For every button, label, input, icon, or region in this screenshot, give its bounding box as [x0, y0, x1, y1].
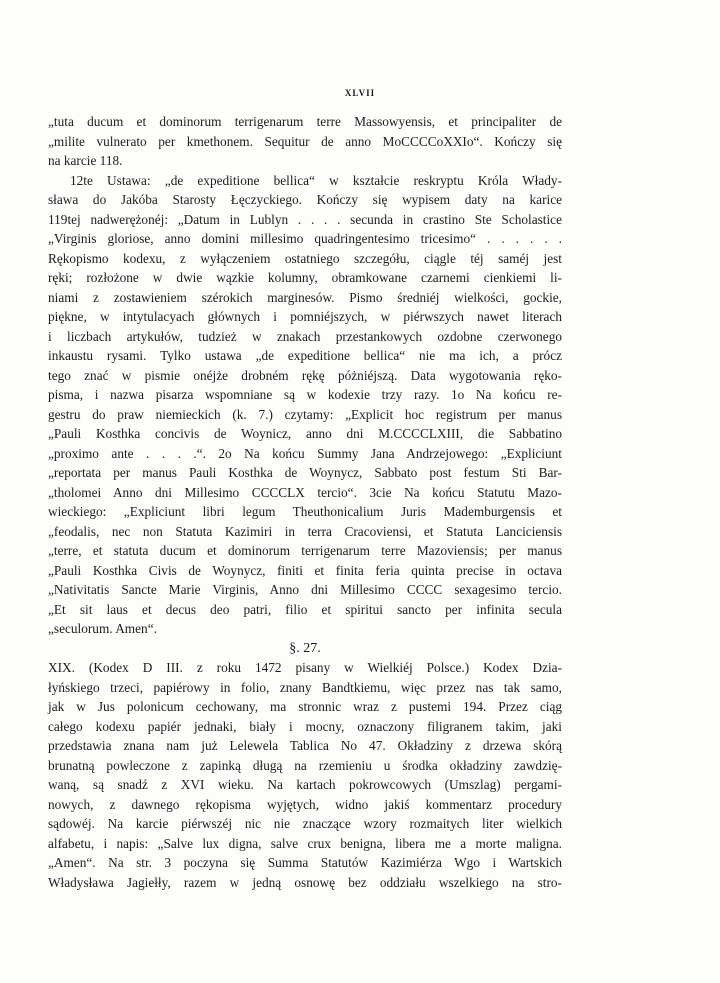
section-title: §. 27. — [289, 640, 321, 656]
text-line: całego kodexu papiér jednaki, biały i mocny, oznaczony filigranem takim, jaki — [48, 718, 562, 734]
text-line: sądowéj. Na karcie piérwszéj nic nie znaczące wzory rozmaitych liter wielkich — [48, 816, 562, 831]
text-line: tego znać w pismie onéjże drobném rękę póżniéjszą. Data wygotowania ręko- — [48, 367, 562, 383]
text-line: przedstawia znana nam już Lelewela Tablica No 47. Okładziny z drzewa skórą — [48, 738, 562, 753]
text-line: łyńskiego trzeci, papiérowy in folio, znany Bandtkiemu, więc przez nas tak samo, — [48, 679, 562, 695]
text-line: na karcie 118. — [48, 153, 123, 168]
text-line: niami z zostawieniem szérokich marginesów. Pismo średniéj wielkości, gockie, — [48, 289, 562, 305]
text-line: XIX. (Kodex D III. z roku 1472 pisany w Wielkiéj Polsce.) Kodex Dzia- — [48, 660, 562, 675]
text-line: alfabetu, i napis: „Salve lux digna, salve crux benigna, libera me a morte maligna. — [48, 835, 562, 851]
text-line: 12te Ustawa: „de expeditione bellica“ w kształcie reskryptu Króla Włady- — [70, 172, 562, 188]
body-text — [48, 112, 562, 892]
text-line: „Pauli Kosthka concivis de Woynicz, anno dni M.CCCCLXIII, die Sabbatino — [48, 426, 562, 441]
text-line: brunatną powleczone z zapinką długą na rzemieniu u środka okładziny zawdzię- — [48, 757, 562, 773]
text-line: waną, są snadź z XVI wieku. Na kartach pokrowcowych (Umszlag) pergami- — [48, 777, 562, 792]
text-line: „Amen“. Na str. 3 poczyna się Summa Statutów Kazimiérza Wgo i Wartskich — [48, 855, 562, 870]
text-line: ręki; rozłożone w dwie wązkie kolumny, obramkowane czarnemi cienkiemi li- — [48, 270, 562, 285]
text-line: inkaustu rysami. Tylko ustawa „de expeditione bellica“ nie ma ich, a prócz — [48, 348, 562, 363]
text-line: pisma, i nazwa pisarza wspomniane są w kodexie trzy razy. 1o Na końcu re- — [48, 387, 562, 402]
text-line: piękne, w intytulacyach głównych i pomniéjszych, w piérwszych nawet literach — [48, 309, 562, 324]
text-line: jak w Jus polonicum cechowany, ma stronnic wraz z pustemi 194. Przez ciąg — [48, 699, 562, 714]
text-line: nowych, z dawnego rękopisma wyjętych, widno jakiś kommentarz procedury — [48, 796, 562, 812]
text-line: „feodalis, nec non Statuta Kazimiri in terra Cracoviensi, et Statuta Lanciciensis — [48, 523, 562, 539]
text-line: „tholomei Anno dni Millesimo CCCCLX tercio“. 3cie Na końcu Statutu Mazo- — [48, 484, 562, 500]
text-line: „milite vulnerato per kmethonem. Sequitur de anno MoCCCCoXXIo“. Kończy się — [48, 133, 562, 149]
text-line: „Et sit laus et decus deo patri, filio et spiritui sancto per infinita secula — [48, 601, 562, 617]
text-line: „terre, et statuta ducum et dominorum terrigenarum terre Mazoviensis; per manus — [48, 543, 562, 558]
page-number: XLVII — [344, 88, 376, 98]
text-line: „Virginis gloriose, anno domini millesimo quadringentesimo tricesimo“ . . . . . . — [48, 231, 562, 246]
text-line: gestru do praw niemieckich (k. 7.) czytamy: „Explicit hoc registrum per manus — [48, 406, 562, 422]
text-line: 119tej nadwerężonéj: „Datum in Lublyn . . . . secunda in crastino Ste Scholastice — [48, 211, 562, 227]
text-line: „reportata per manus Pauli Kosthka de Woynycz, Sabbato post festum Sti Bar- — [48, 465, 562, 480]
text-line: „tuta ducum et dominorum terrigenarum terre Massowyensis, et principaliter de — [48, 114, 562, 129]
text-line: „proximo ante . . . .“. 2o Na końcu Summy Jana Andrzejowego: „Expliciunt — [48, 445, 562, 461]
text-line: Władysława Jagiełły, razem w jedną osnowę bez oddziału wszelkiego na stro- — [48, 874, 562, 890]
text-line: Rękopismo kodexu, z wyłączeniem ostatniego szczegółu, ciągle téj saméj jest — [48, 250, 562, 266]
text-line: „Nativitatis Sancte Marie Virginis, Anno dni Millesimo CCCC sexagesimo tercio. — [48, 582, 562, 597]
text-line: sława do Jakóba Starosty Łęczyckiego. Kończy się wypisem daty na karice — [48, 192, 562, 207]
text-line: „seculorum. Amen“. — [48, 621, 157, 636]
text-line: wieckiego: „Expliciunt libri legum Theuthonicalium Juris Mademburgensis et — [48, 504, 562, 519]
text-line: i liczbach artykułów, tudzież w znakach przestankowych ozdobne czerwonego — [48, 328, 562, 344]
text-line: „Pauli Kosthka Civis de Woynycz, finiti et finita feria quinta precise in octava — [48, 562, 562, 578]
